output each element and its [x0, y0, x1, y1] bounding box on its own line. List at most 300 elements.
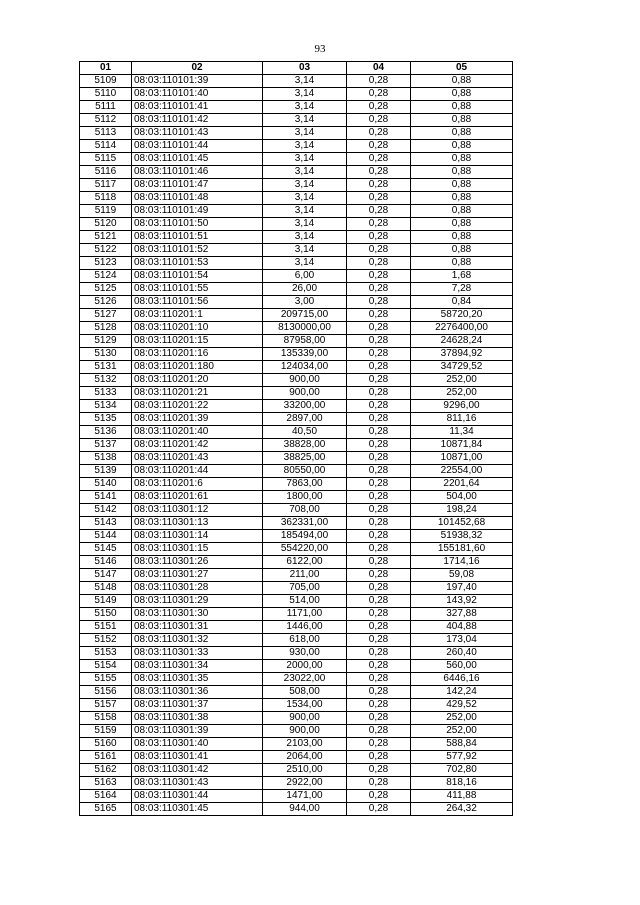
table-row: [80, 699, 513, 712]
table-cell-col-03: 209715,00: [263, 309, 347, 322]
table-cell-col-04: 0,28: [347, 335, 411, 348]
table-cell-col-01: 5118: [80, 192, 132, 205]
table-row: [80, 309, 513, 322]
table-row: [80, 543, 513, 556]
table-cell-col-01: 5134: [80, 400, 132, 413]
table-cell-col-04: 0,28: [347, 75, 411, 88]
table-cell-col-01: 5114: [80, 140, 132, 153]
table-cell-col-02: 08:03:110101:44: [132, 140, 263, 153]
table-cell-col-03: 508,00: [263, 686, 347, 699]
table-cell-col-05: 818,16: [411, 777, 513, 790]
table-cell-col-01: 5119: [80, 205, 132, 218]
table-cell-col-01: 5117: [80, 179, 132, 192]
table-cell-col-04: 0,28: [347, 426, 411, 439]
table-cell-col-04: 0,28: [347, 803, 411, 816]
table-cell-col-05: 101452,68: [411, 517, 513, 530]
table-cell-col-02: 08:03:110301:36: [132, 686, 263, 699]
table-cell-col-02: 08:03:110301:35: [132, 673, 263, 686]
table-cell-col-04: 0,28: [347, 244, 411, 257]
table-cell-col-03: 3,14: [263, 140, 347, 153]
table-row: [80, 725, 513, 738]
table-cell-col-01: 5163: [80, 777, 132, 790]
table-cell-col-02: 08:03:110101:51: [132, 231, 263, 244]
table-cell-col-04: 0,28: [347, 660, 411, 673]
table-cell-col-01: 5115: [80, 153, 132, 166]
table-cell-col-05: 34729,52: [411, 361, 513, 374]
table-cell-col-02: 08:03:110101:43: [132, 127, 263, 140]
table-cell-col-03: 2103,00: [263, 738, 347, 751]
table-row: [80, 660, 513, 673]
table-cell-col-03: 944,00: [263, 803, 347, 816]
table-cell-col-04: 0,28: [347, 595, 411, 608]
table-cell-col-05: 504,00: [411, 491, 513, 504]
table-cell-col-01: 5120: [80, 218, 132, 231]
table-cell-col-03: 705,00: [263, 582, 347, 595]
table-cell-col-01: 5146: [80, 556, 132, 569]
table-row: [80, 179, 513, 192]
table-row: [80, 569, 513, 582]
table-body: [80, 75, 513, 816]
table-cell-col-04: 0,28: [347, 166, 411, 179]
table-cell-col-05: 811,16: [411, 413, 513, 426]
table-cell-col-05: 10871,00: [411, 452, 513, 465]
table-cell-col-04: 0,28: [347, 231, 411, 244]
table-cell-col-02: 08:03:110301:44: [132, 790, 263, 803]
table-cell-col-05: 0,88: [411, 231, 513, 244]
table-cell-col-05: 22554,00: [411, 465, 513, 478]
table-cell-col-01: 5139: [80, 465, 132, 478]
table-cell-col-03: 1446,00: [263, 621, 347, 634]
table-cell-col-03: 1471,00: [263, 790, 347, 803]
table-cell-col-02: 08:03:110201:16: [132, 348, 263, 361]
table-cell-col-05: 24628,24: [411, 335, 513, 348]
table-cell-col-01: 5133: [80, 387, 132, 400]
table-cell-col-04: 0,28: [347, 686, 411, 699]
table-cell-col-04: 0,28: [347, 517, 411, 530]
table-cell-col-03: 38825,00: [263, 452, 347, 465]
table-cell-col-05: 252,00: [411, 725, 513, 738]
column-header-04: 04: [347, 62, 411, 75]
table-cell-col-01: 5165: [80, 803, 132, 816]
table-row: [80, 621, 513, 634]
table-cell-col-02: 08:03:110101:48: [132, 192, 263, 205]
table-cell-col-03: 80550,00: [263, 465, 347, 478]
table-cell-col-03: 3,14: [263, 75, 347, 88]
table-cell-col-01: 5126: [80, 296, 132, 309]
table-cell-col-03: 930,00: [263, 647, 347, 660]
table-cell-col-03: 6,00: [263, 270, 347, 283]
table-cell-col-02: 08:03:110301:45: [132, 803, 263, 816]
table-cell-col-04: 0,28: [347, 712, 411, 725]
table-row: [80, 517, 513, 530]
table-cell-col-02: 08:03:110301:40: [132, 738, 263, 751]
table-row: [80, 608, 513, 621]
table-cell-col-05: 2276400,00: [411, 322, 513, 335]
table-cell-col-04: 0,28: [347, 504, 411, 517]
table-cell-col-03: 7863,00: [263, 478, 347, 491]
table-cell-col-05: 264,32: [411, 803, 513, 816]
table-cell-col-01: 5125: [80, 283, 132, 296]
table-cell-col-01: 5143: [80, 517, 132, 530]
table-cell-col-01: 5141: [80, 491, 132, 504]
column-header-02: 02: [132, 62, 263, 75]
table-row: [80, 257, 513, 270]
table-row: [80, 218, 513, 231]
table-cell-col-02: 08:03:110101:40: [132, 88, 263, 101]
table-cell-col-05: 0,88: [411, 75, 513, 88]
table-cell-col-02: 08:03:110101:49: [132, 205, 263, 218]
table-cell-col-02: 08:03:110201:180: [132, 361, 263, 374]
table-cell-col-04: 0,28: [347, 777, 411, 790]
table-cell-col-03: 3,14: [263, 257, 347, 270]
table-cell-col-01: 5135: [80, 413, 132, 426]
table-cell-col-05: 11,34: [411, 426, 513, 439]
table-row: [80, 595, 513, 608]
table-row: [80, 283, 513, 296]
table-cell-col-05: 0,88: [411, 192, 513, 205]
table-cell-col-04: 0,28: [347, 491, 411, 504]
table-cell-col-01: 5129: [80, 335, 132, 348]
table-cell-col-05: 0,88: [411, 166, 513, 179]
table-cell-col-03: 3,14: [263, 166, 347, 179]
table-cell-col-04: 0,28: [347, 673, 411, 686]
table-cell-col-01: 5154: [80, 660, 132, 673]
table-cell-col-04: 0,28: [347, 296, 411, 309]
table-cell-col-02: 08:03:110201:20: [132, 374, 263, 387]
table-cell-col-05: 1714,16: [411, 556, 513, 569]
table-row: [80, 75, 513, 88]
table-row: [80, 426, 513, 439]
table-cell-col-04: 0,28: [347, 556, 411, 569]
table-cell-col-03: 3,00: [263, 296, 347, 309]
table-cell-col-02: 08:03:110101:52: [132, 244, 263, 257]
table-cell-col-03: 554220,00: [263, 543, 347, 556]
table-cell-col-02: 08:03:110301:15: [132, 543, 263, 556]
table-cell-col-01: 5128: [80, 322, 132, 335]
table-cell-col-01: 5144: [80, 530, 132, 543]
table-cell-col-03: 23022,00: [263, 673, 347, 686]
table-cell-col-05: 577,92: [411, 751, 513, 764]
table-cell-col-03: 3,14: [263, 101, 347, 114]
table-cell-col-01: 5132: [80, 374, 132, 387]
table-cell-col-05: 260,40: [411, 647, 513, 660]
table-cell-col-04: 0,28: [347, 738, 411, 751]
table-cell-col-05: 9296,00: [411, 400, 513, 413]
table-cell-col-04: 0,28: [347, 153, 411, 166]
table-cell-col-01: 5130: [80, 348, 132, 361]
table-cell-col-04: 0,28: [347, 179, 411, 192]
table-cell-col-01: 5150: [80, 608, 132, 621]
table-cell-col-02: 08:03:110101:55: [132, 283, 263, 296]
table-cell-col-02: 08:03:110301:31: [132, 621, 263, 634]
table-row: [80, 803, 513, 816]
table-cell-col-01: 5123: [80, 257, 132, 270]
table-cell-col-03: 2064,00: [263, 751, 347, 764]
column-header-01: 01: [80, 62, 132, 75]
table-cell-col-03: 3,14: [263, 205, 347, 218]
table-row: [80, 127, 513, 140]
table-cell-col-02: 08:03:110101:47: [132, 179, 263, 192]
table-cell-col-02: 08:03:110101:54: [132, 270, 263, 283]
table-cell-col-04: 0,28: [347, 257, 411, 270]
table-row: [80, 465, 513, 478]
table-cell-col-05: 560,00: [411, 660, 513, 673]
table-cell-col-05: 0,88: [411, 127, 513, 140]
table-cell-col-03: 3,14: [263, 218, 347, 231]
table-cell-col-01: 5136: [80, 426, 132, 439]
table-row: [80, 205, 513, 218]
table-cell-col-03: 124034,00: [263, 361, 347, 374]
table-row: [80, 361, 513, 374]
table-cell-col-02: 08:03:110201:39: [132, 413, 263, 426]
table-cell-col-05: 0,88: [411, 244, 513, 257]
table-cell-col-01: 5112: [80, 114, 132, 127]
table-row: [80, 335, 513, 348]
table-cell-col-02: 08:03:110301:27: [132, 569, 263, 582]
table-row: [80, 296, 513, 309]
table-cell-col-01: 5156: [80, 686, 132, 699]
table-cell-col-03: 1171,00: [263, 608, 347, 621]
table-cell-col-04: 0,28: [347, 309, 411, 322]
table-cell-col-01: 5137: [80, 439, 132, 452]
table-cell-col-02: 08:03:110201:10: [132, 322, 263, 335]
table-row: [80, 634, 513, 647]
table-cell-col-02: 08:03:110101:50: [132, 218, 263, 231]
table-row: [80, 153, 513, 166]
table-cell-col-05: 702,80: [411, 764, 513, 777]
table-cell-col-05: 0,88: [411, 218, 513, 231]
table-header-row: [80, 62, 513, 75]
table-cell-col-05: 0,88: [411, 114, 513, 127]
table-cell-col-05: 588,84: [411, 738, 513, 751]
table-cell-col-01: 5159: [80, 725, 132, 738]
table-row: [80, 88, 513, 101]
table-cell-col-05: 252,00: [411, 387, 513, 400]
table-cell-col-02: 08:03:110101:45: [132, 153, 263, 166]
table-cell-col-02: 08:03:110301:26: [132, 556, 263, 569]
table-cell-col-01: 5122: [80, 244, 132, 257]
table-cell-col-05: 173,04: [411, 634, 513, 647]
table-cell-col-05: 143,92: [411, 595, 513, 608]
table-cell-col-04: 0,28: [347, 634, 411, 647]
table-row: [80, 647, 513, 660]
table-row: [80, 686, 513, 699]
table-cell-col-02: 08:03:110301:13: [132, 517, 263, 530]
table-cell-col-01: 5151: [80, 621, 132, 634]
table-cell-col-03: 3,14: [263, 153, 347, 166]
table-cell-col-01: 5142: [80, 504, 132, 517]
table-cell-col-04: 0,28: [347, 465, 411, 478]
table-cell-col-05: 59,08: [411, 569, 513, 582]
table-cell-col-03: 900,00: [263, 387, 347, 400]
table-cell-col-04: 0,28: [347, 361, 411, 374]
table-row: [80, 244, 513, 257]
table-cell-col-05: 7,28: [411, 283, 513, 296]
table-cell-col-04: 0,28: [347, 725, 411, 738]
table-row: [80, 777, 513, 790]
table-row: [80, 764, 513, 777]
table-cell-col-02: 08:03:110301:37: [132, 699, 263, 712]
table-cell-col-01: 5111: [80, 101, 132, 114]
table-row: [80, 712, 513, 725]
table-cell-col-05: 252,00: [411, 374, 513, 387]
table-cell-col-05: 0,88: [411, 88, 513, 101]
table-cell-col-02: 08:03:110201:40: [132, 426, 263, 439]
table-cell-col-04: 0,28: [347, 192, 411, 205]
table-cell-col-01: 5116: [80, 166, 132, 179]
table-cell-col-03: 87958,00: [263, 335, 347, 348]
table-cell-col-02: 08:03:110301:43: [132, 777, 263, 790]
table-cell-col-04: 0,28: [347, 439, 411, 452]
table-cell-col-05: 197,40: [411, 582, 513, 595]
table-cell-col-02: 08:03:110301:42: [132, 764, 263, 777]
table-row: [80, 790, 513, 803]
table-cell-col-01: 5162: [80, 764, 132, 777]
table-cell-col-05: 155181,60: [411, 543, 513, 556]
table-cell-col-05: 327,88: [411, 608, 513, 621]
table-cell-col-03: 211,00: [263, 569, 347, 582]
table-cell-col-01: 5153: [80, 647, 132, 660]
table-cell-col-03: 6122,00: [263, 556, 347, 569]
table-cell-col-04: 0,28: [347, 218, 411, 231]
table-cell-col-05: 58720,20: [411, 309, 513, 322]
table-cell-col-04: 0,28: [347, 582, 411, 595]
table-cell-col-04: 0,28: [347, 400, 411, 413]
table-cell-col-02: 08:03:110301:33: [132, 647, 263, 660]
table-cell-col-05: 411,88: [411, 790, 513, 803]
table-cell-col-04: 0,28: [347, 530, 411, 543]
table-cell-col-01: 5145: [80, 543, 132, 556]
column-header-03: 03: [263, 62, 347, 75]
table-cell-col-03: 3,14: [263, 114, 347, 127]
table-cell-col-01: 5127: [80, 309, 132, 322]
table-cell-col-02: 08:03:110201:42: [132, 439, 263, 452]
table-cell-col-04: 0,28: [347, 322, 411, 335]
table-cell-col-01: 5121: [80, 231, 132, 244]
table-cell-col-04: 0,28: [347, 751, 411, 764]
table-cell-col-02: 08:03:110301:28: [132, 582, 263, 595]
table-cell-col-01: 5161: [80, 751, 132, 764]
table-cell-col-04: 0,28: [347, 114, 411, 127]
table-cell-col-03: 40,50: [263, 426, 347, 439]
table-cell-col-03: 8130000,00: [263, 322, 347, 335]
table-cell-col-05: 0,88: [411, 179, 513, 192]
table-cell-col-03: 3,14: [263, 231, 347, 244]
table-row: [80, 114, 513, 127]
table-cell-col-04: 0,28: [347, 413, 411, 426]
table-cell-col-04: 0,28: [347, 790, 411, 803]
table-row: [80, 140, 513, 153]
table-cell-col-03: 900,00: [263, 712, 347, 725]
table-cell-col-05: 0,84: [411, 296, 513, 309]
table-cell-col-01: 5131: [80, 361, 132, 374]
table-cell-col-04: 0,28: [347, 348, 411, 361]
table-cell-col-03: 1800,00: [263, 491, 347, 504]
table-cell-col-03: 3,14: [263, 244, 347, 257]
table-cell-col-02: 08:03:110101:56: [132, 296, 263, 309]
table-cell-col-02: 08:03:110301:30: [132, 608, 263, 621]
table-cell-col-02: 08:03:110101:53: [132, 257, 263, 270]
table-cell-col-04: 0,28: [347, 140, 411, 153]
table-cell-col-05: 252,00: [411, 712, 513, 725]
table-row: [80, 101, 513, 114]
table-cell-col-05: 0,88: [411, 205, 513, 218]
table-cell-col-05: 37894,92: [411, 348, 513, 361]
table-cell-col-02: 08:03:110201:61: [132, 491, 263, 504]
table-cell-col-04: 0,28: [347, 127, 411, 140]
table-row: [80, 348, 513, 361]
table-cell-col-01: 5155: [80, 673, 132, 686]
table-cell-col-03: 33200,00: [263, 400, 347, 413]
table-cell-col-02: 08:03:110301:32: [132, 634, 263, 647]
table-cell-col-01: 5158: [80, 712, 132, 725]
table-row: [80, 738, 513, 751]
table-row: [80, 556, 513, 569]
table-cell-col-03: 2922,00: [263, 777, 347, 790]
table-cell-col-03: 2510,00: [263, 764, 347, 777]
table-cell-col-05: 0,88: [411, 257, 513, 270]
page-number: 93: [314, 43, 326, 55]
table-cell-col-02: 08:03:110201:21: [132, 387, 263, 400]
table-cell-col-02: 08:03:110301:38: [132, 712, 263, 725]
table-cell-col-05: 10871,84: [411, 439, 513, 452]
table-cell-col-02: 08:03:110101:46: [132, 166, 263, 179]
table-cell-col-03: 2897,00: [263, 413, 347, 426]
table-cell-col-04: 0,28: [347, 621, 411, 634]
table-cell-col-01: 5147: [80, 569, 132, 582]
table-cell-col-03: 3,14: [263, 192, 347, 205]
table-cell-col-02: 08:03:110301:14: [132, 530, 263, 543]
table-row: [80, 322, 513, 335]
table-cell-col-04: 0,28: [347, 543, 411, 556]
table-cell-col-05: 0,88: [411, 153, 513, 166]
table-cell-col-01: 5124: [80, 270, 132, 283]
table-cell-col-02: 08:03:110301:39: [132, 725, 263, 738]
table-cell-col-02: 08:03:110301:34: [132, 660, 263, 673]
table-cell-col-03: 185494,00: [263, 530, 347, 543]
table-cell-col-02: 08:03:110301:12: [132, 504, 263, 517]
table-cell-col-04: 0,28: [347, 101, 411, 114]
table-cell-col-04: 0,28: [347, 205, 411, 218]
table-cell-col-01: 5110: [80, 88, 132, 101]
table-cell-col-01: 5157: [80, 699, 132, 712]
table-cell-col-05: 142,24: [411, 686, 513, 699]
table-row: [80, 400, 513, 413]
table-cell-col-02: 08:03:110201:6: [132, 478, 263, 491]
table-row: [80, 374, 513, 387]
table-cell-col-05: 51938,32: [411, 530, 513, 543]
table-cell-col-04: 0,28: [347, 374, 411, 387]
table-cell-col-02: 08:03:110201:22: [132, 400, 263, 413]
table-cell-col-04: 0,28: [347, 478, 411, 491]
column-header-05: 05: [411, 62, 513, 75]
table-row: [80, 387, 513, 400]
table-cell-col-04: 0,28: [347, 387, 411, 400]
table-cell-col-01: 5164: [80, 790, 132, 803]
table-row: [80, 452, 513, 465]
table-cell-col-02: 08:03:110201:43: [132, 452, 263, 465]
table-cell-col-01: 5113: [80, 127, 132, 140]
table-cell-col-01: 5148: [80, 582, 132, 595]
table-cell-col-01: 5160: [80, 738, 132, 751]
table-cell-col-04: 0,28: [347, 452, 411, 465]
table-cell-col-04: 0,28: [347, 270, 411, 283]
table-row: [80, 478, 513, 491]
table-row: [80, 231, 513, 244]
table-cell-col-03: 618,00: [263, 634, 347, 647]
table-cell-col-01: 5149: [80, 595, 132, 608]
table-row: [80, 166, 513, 179]
